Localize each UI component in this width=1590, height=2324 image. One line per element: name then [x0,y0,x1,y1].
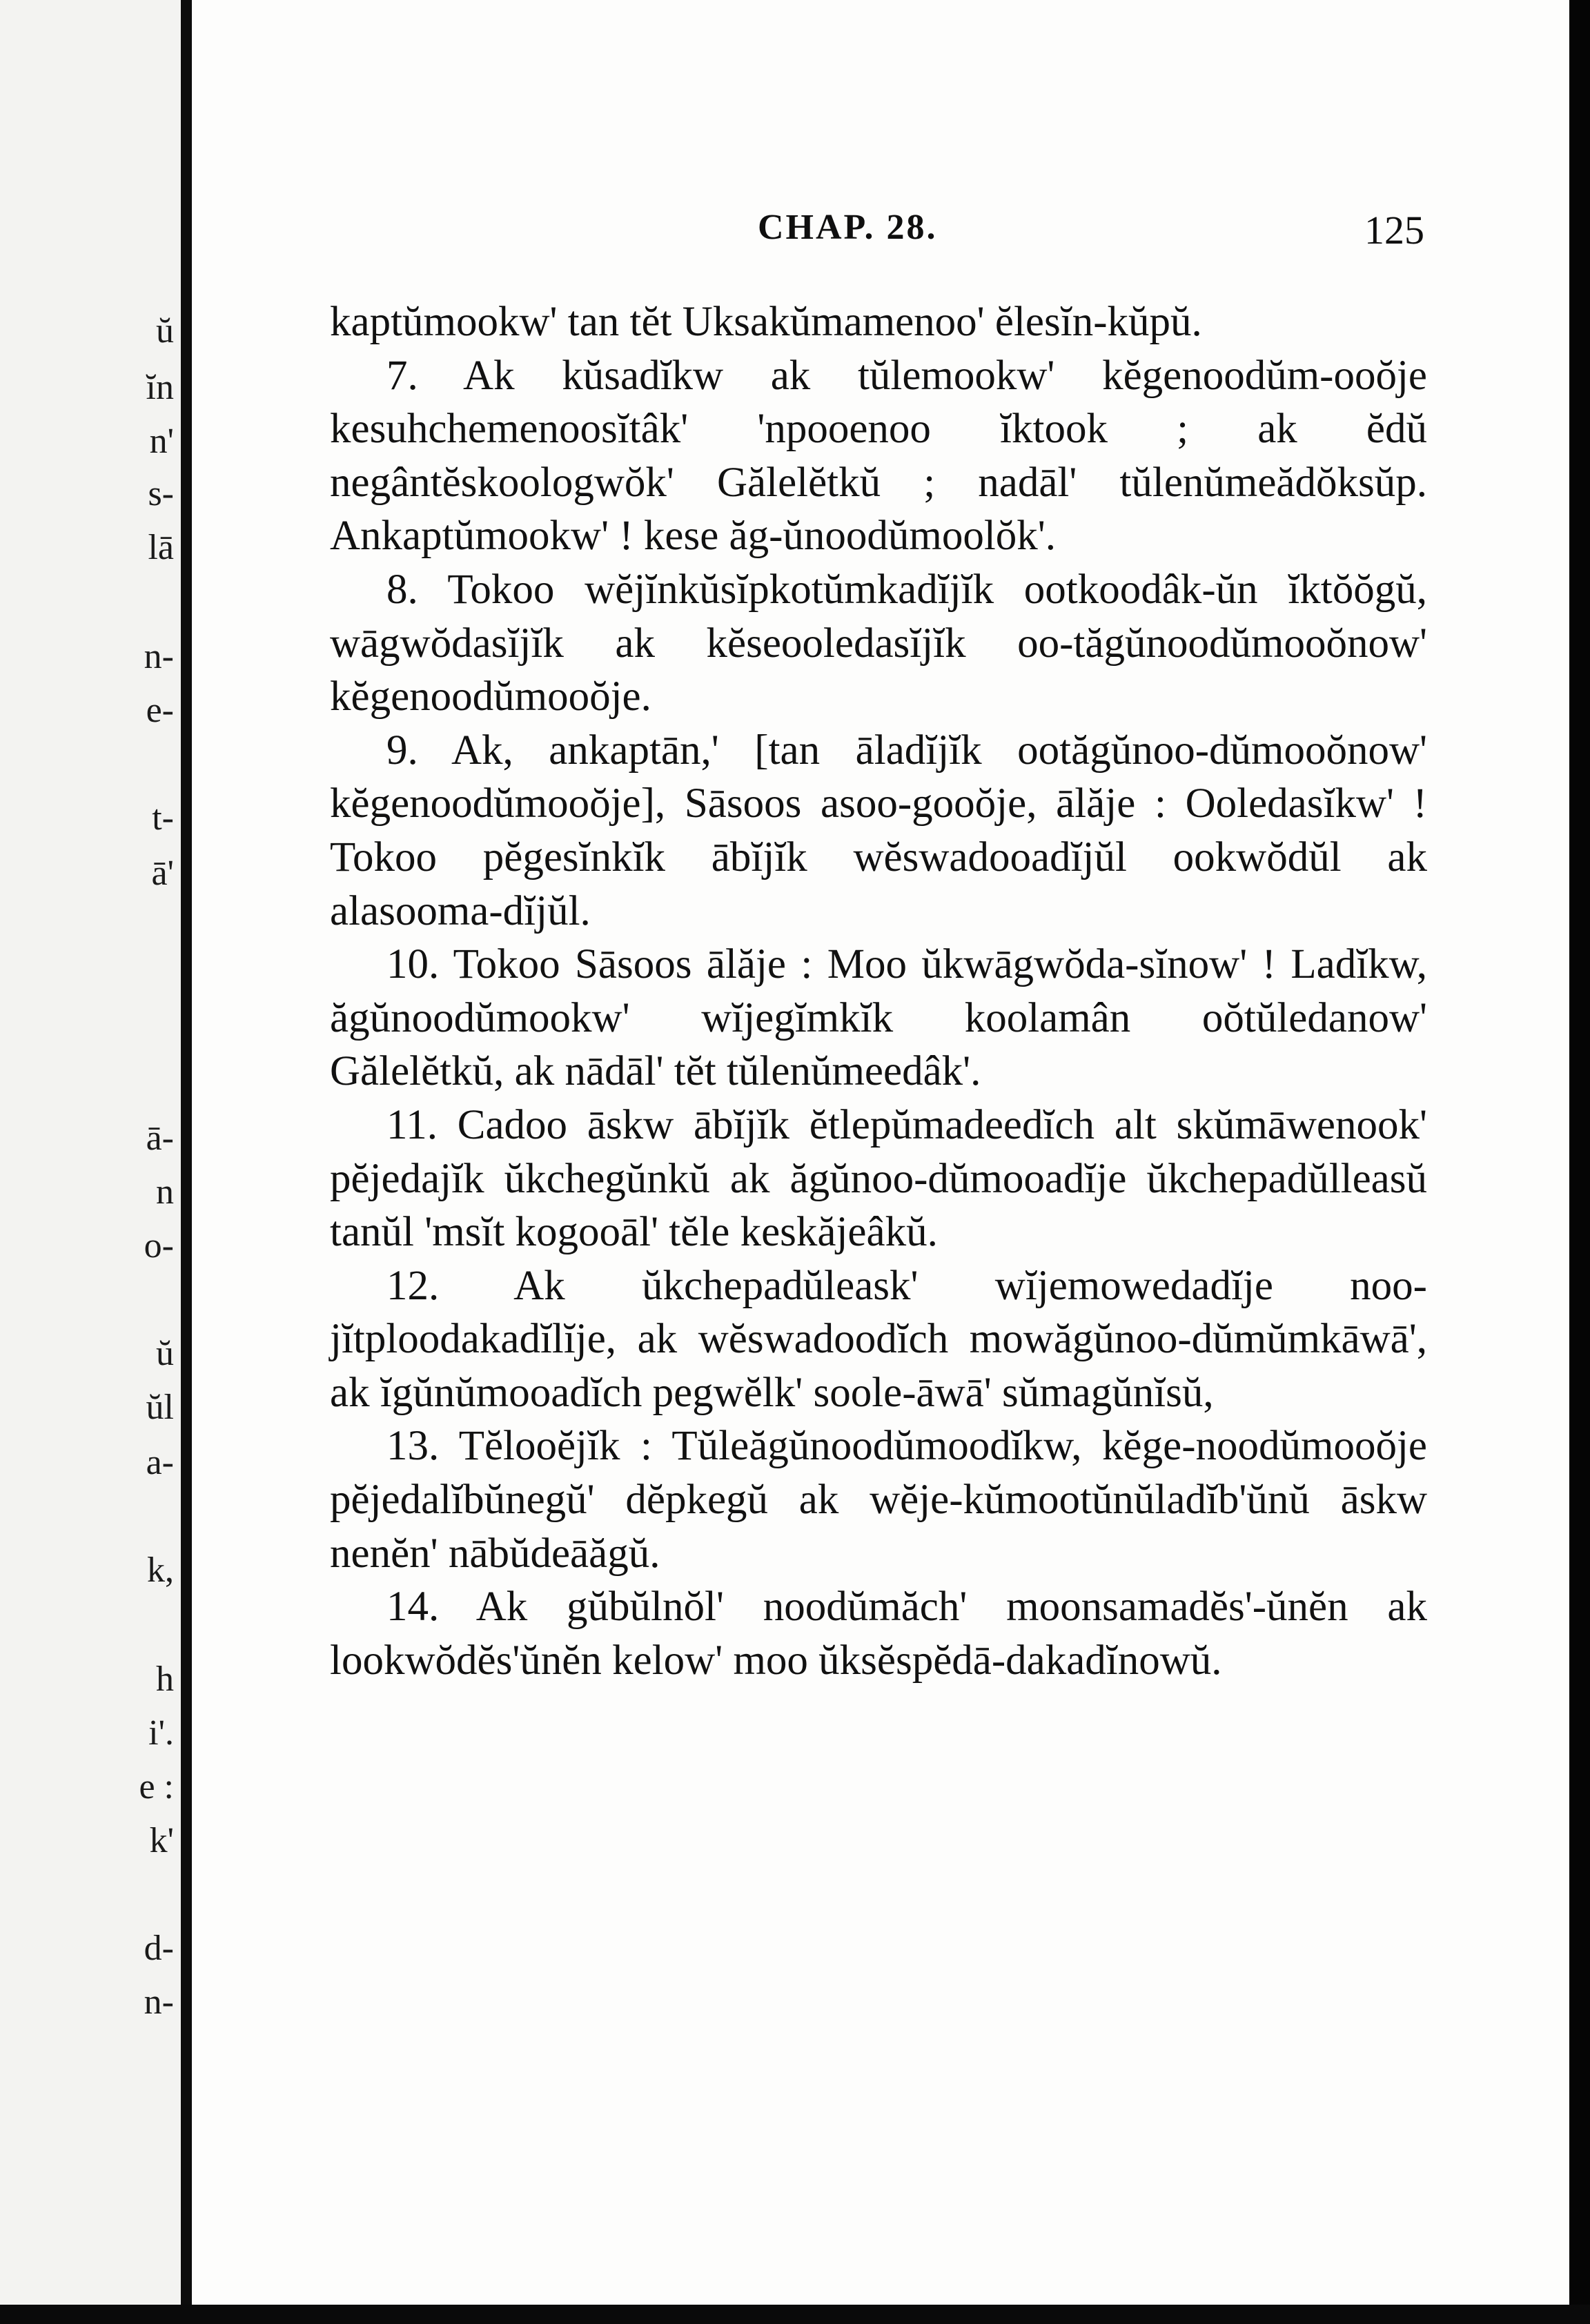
left-fragment: n [156,1174,174,1210]
chapter-heading: CHAP. 28. [758,208,938,247]
left-fragment: e- [146,693,174,729]
left-fragment: n- [144,1985,174,2020]
page-number: 125 [1364,208,1424,253]
verse-9: 9. Ak, ankaptān,' [tan āladĭjĭk ootăgŭnoo-dŭmooŏnow' kĕgenoodŭmooŏje], Sāsoos asoo-gooŏje, ālăje : Ooledasĭkw' ! Tokoo pĕgesĭnkĭk ābĭjĭk wĕswadooadĭjŭl ookwŏdŭl ak alasooma-dĭjŭl. [330,727,1427,934]
left-fragment: ŭ [156,313,174,349]
left-fragment: s- [148,476,174,512]
verse-13: 13. Tĕlooĕjĭk : Tŭleăgŭnoodŭmoodĭkw, kĕge-noodŭmooŏje pĕjedalĭbŭnegŭ' dĕpkegŭ ak wĕje-kŭmootŭnŭladĭb'ŭnŭ āskw nenĕn' nābŭdeāăgŭ. [330,1423,1427,1577]
left-fragment: e : [139,1769,174,1805]
left-fragment: k, [147,1553,174,1588]
scan-edge-bottom [0,2305,1590,2324]
left-fragment: ā' [151,856,174,892]
left-fragment: a- [146,1445,174,1481]
verse-8: 8. Tokoo wĕjĭnkŭsĭpkotŭmkadĭjĭk ootkoodâk-ŭn ĭktŏŏgŭ, wāgwŏdasĭjĭk ak kĕseooledasĭjĭk oo-tăgŭnoodŭmooŏnow' kĕgenoodŭmooŏje. [330,566,1427,720]
left-fragment: ā- [146,1121,174,1156]
left-fragment: ŭ [156,1336,174,1372]
verse-12: 12. Ak ŭkchepadŭleask' wĭjemowedadĭje noo-jĭtploodakadĭlĭje, ak wĕswadoodĭch mowăgŭnoo-dŭmŭmkāwā', ak ĭgŭnŭmooadĭch pegwĕlk' soole-āwā' sŭmagŭnĭsŭ, [330,1262,1427,1416]
left-fragment: lā [148,530,174,566]
left-fragment: h [156,1662,174,1697]
left-fragment: ŭl [146,1390,174,1426]
left-fragment: d- [144,1931,174,1967]
left-fragment: ĭn [146,370,174,406]
body-text [330,295,1427,1687]
left-fragment: o- [144,1228,174,1264]
left-fragment: n- [144,639,174,675]
verse-10: 10. Tokoo Sāsoos ālăje : Moo ŭkwāgwŏda-sĭnow' ! Ladĭkw, ăgŭnoodŭmookw' wĭjegĭmkĭk koolamân oŏtŭledanow' Gălelĕtkŭ, ak nādāl' tĕt tŭlenŭmeedâk'. [330,941,1427,1095]
scan-edge-right [1569,0,1590,2324]
verse-11: 11. Cadoo āskw ābĭjĭk ĕtlepŭmadeedĭch alt skŭmāwenook' pĕjedajĭk ŭkchegŭnkŭ ak ăgŭnoo-dŭmooadĭje ŭkchepadŭlleasŭ tanŭl 'msĭt kogooāl' tĕle keskăjeâkŭ. [330,1101,1427,1256]
verse-14: 14. Ak gŭbŭlnŏl' noodŭmăch' moonsamadĕs'-ŭnĕn ak lookwŏdĕs'ŭnĕn kelow' moo ŭksĕspĕdā-dakadĭnowŭ. [330,1584,1427,1684]
left-fragment: i'. [148,1715,174,1751]
paragraph: kaptŭmookw' tan tĕt Uksakŭmamenoo' ĕlesĭn-kŭpŭ. [330,299,1202,345]
running-header [330,207,1424,262]
left-fragment: k' [149,1823,174,1859]
left-fragment: n' [149,424,174,460]
left-fragment: t- [152,800,174,836]
verse-7: 7. Ak kŭsadĭkw ak tŭlemookw' kĕgenoodŭm-ooŏje kesuhchemenoosĭtâk' 'npooenoo ĭktook ; ak ĕdŭ negântĕskoologwŏk' Gălelĕtkŭ ; nadāl' tŭlenŭmeădŏksŭp. Ankaptŭmookw' ! kese ăg-ŭnoodŭmoolŏk'. [330,352,1427,560]
book-gutter [181,0,192,2324]
